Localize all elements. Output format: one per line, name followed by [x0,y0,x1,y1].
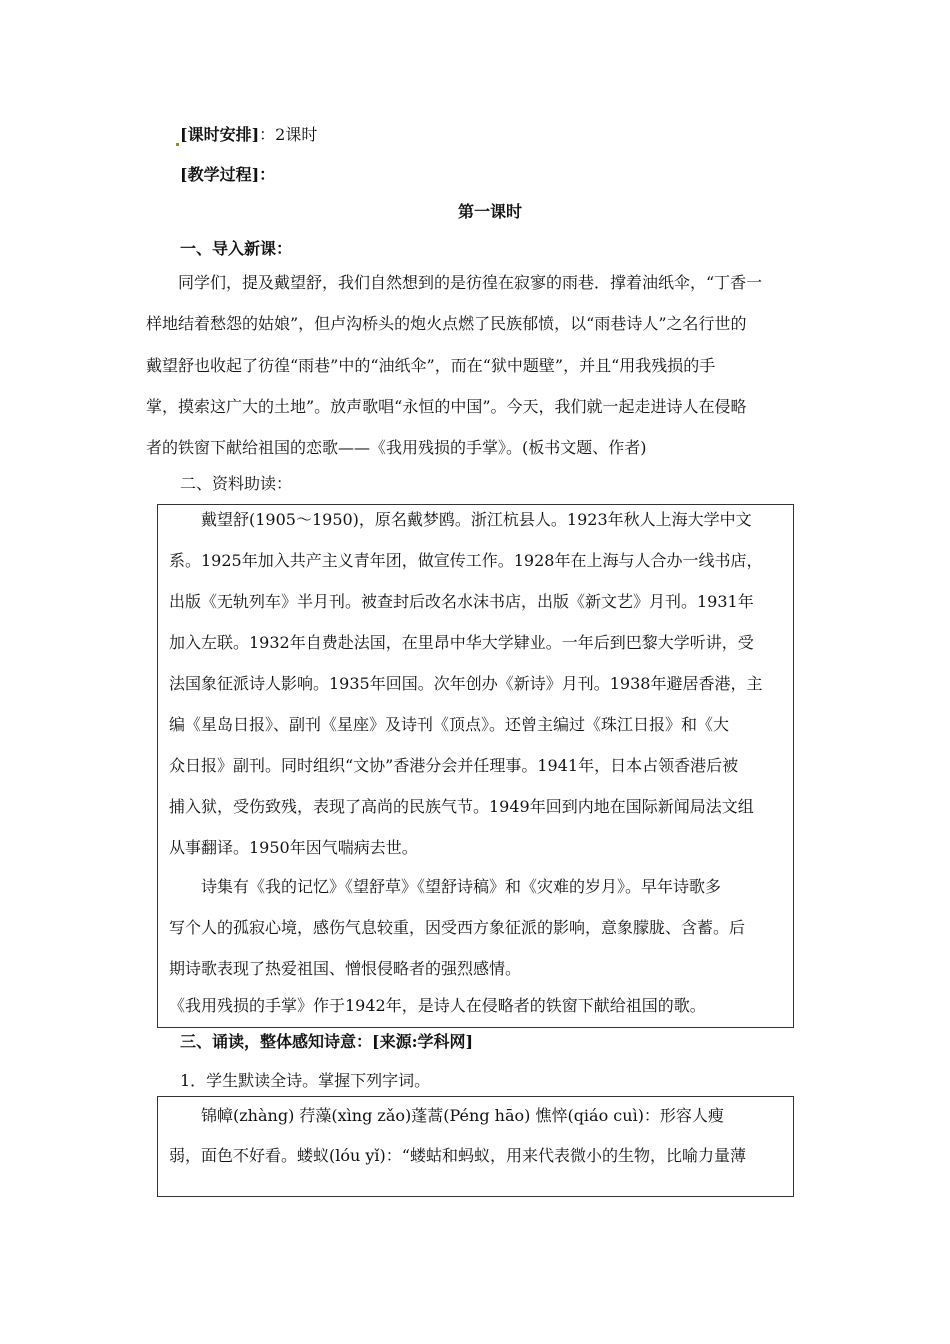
lesson-schedule-label: [课时安排] [180,125,260,144]
intro-line: 者的铁窗下献给祖国的恋歌——《我用残损的手掌》。(板书文题、作者) [146,438,647,458]
teaching-process-heading: [教学过程]： [180,165,276,184]
section1-heading: 一、导入新课： [180,239,293,258]
reference-line: 捕入狱，受伤致残，表现了高尚的民族气节。1949年回到内地在国际新闻局法文组 [169,797,754,816]
reference-line: 出版《无轨列车》半月刊。被查封后改名水沫书店，出版《新文艺》月刊。1931年 [169,592,754,611]
reference-line: 诗集有《我的记忆》《望舒草》《望舒诗稿》和《灾难的岁月》。早年诗歌多 [201,877,722,896]
intro-line: 掌，摸索这广大的土地”。放声歌唱“永恒的中国”。今天，我们就一起走进诗人在侵略 [146,396,747,416]
reference-line: 戴望舒(1905～1950)，原名戴梦鸥。浙江杭县人。1923年秋人上海大学中文 [201,510,752,529]
reference-line: 写个人的孤寂心境，感伤气息较重，因受西方象征派的影响，意象朦胧、含蓄。后 [169,918,746,937]
vocabulary-box [157,1096,794,1197]
section2-heading: 二、资料助读： [180,474,293,493]
reference-line: 加入左联。1932年自费赴法国，在里昂中华大学肄业。一年后到巴黎大学听讲，受 [169,633,754,652]
reference-box [157,504,794,1028]
section3-item1: 1．学生默读全诗。掌握下列字词。 [180,1071,431,1090]
section3-heading: 三、诵读，整体感知诗意：[来源:学科网] [180,1032,474,1051]
marker-dot [176,143,179,146]
reference-line: 众日报》副刊。同时组织“文协”香港分会并任理事。1941年，日本占领香港后被 [169,756,739,775]
intro-line: 戴望舒也收起了彷徨“雨巷”中的“油纸伞”，而在“狱中题壁”，并且“用我残损的手 [146,355,716,375]
lesson-schedule [176,124,317,146]
reference-line: 编《星岛日报》、副刊《星座》及诗刊《顶点》。还曾主编过《珠江日报》和《大 [169,715,730,734]
reference-line: 系。1925年加入共产主义青年团，做宣传工作。1928年在上海与人合办一线书店， [169,551,763,570]
reference-line: 从事翻译。1950年因气喘病去世。 [169,838,418,857]
lesson-schedule-value: ：2课时 [259,125,318,144]
reference-line: 期诗歌表现了热爱祖国、憎恨侵略者的强烈感情。 [169,959,522,978]
reference-line: 法国象征派诗人影响。1935年回国。次年创办《新诗》月刊。1938年避居香港，主 [169,674,763,693]
reference-line: 《我用残损的手掌》作于1942年，是诗人在侵略者的铁窗下献给祖国的歌。 [169,996,706,1015]
intro-line: 样地结着愁怨的姑娘”，但卢沟桥头的炮火点燃了民族郁愤，以“雨巷诗人”之名行世的 [146,314,747,334]
session-title: 第一课时 [458,202,523,221]
vocabulary-line: 锦幛(zhàng) 荇藻(xìng zǎo)蓬蒿(Péng hāo) 憔悴(qiáo cuì)：形容人瘦 [201,1106,724,1125]
intro-line: 同学们，提及戴望舒，我们自然想到的是彷徨在寂寥的雨巷．撑着油纸伞，“丁香一 [178,273,763,292]
vocabulary-line: 弱，面色不好看。蝼蚁(lóu yǐ)：“蝼蛄和蚂蚁，用来代表微小的生物，比喻力量薄 [169,1146,746,1165]
intro-paragraph [146,262,800,468]
